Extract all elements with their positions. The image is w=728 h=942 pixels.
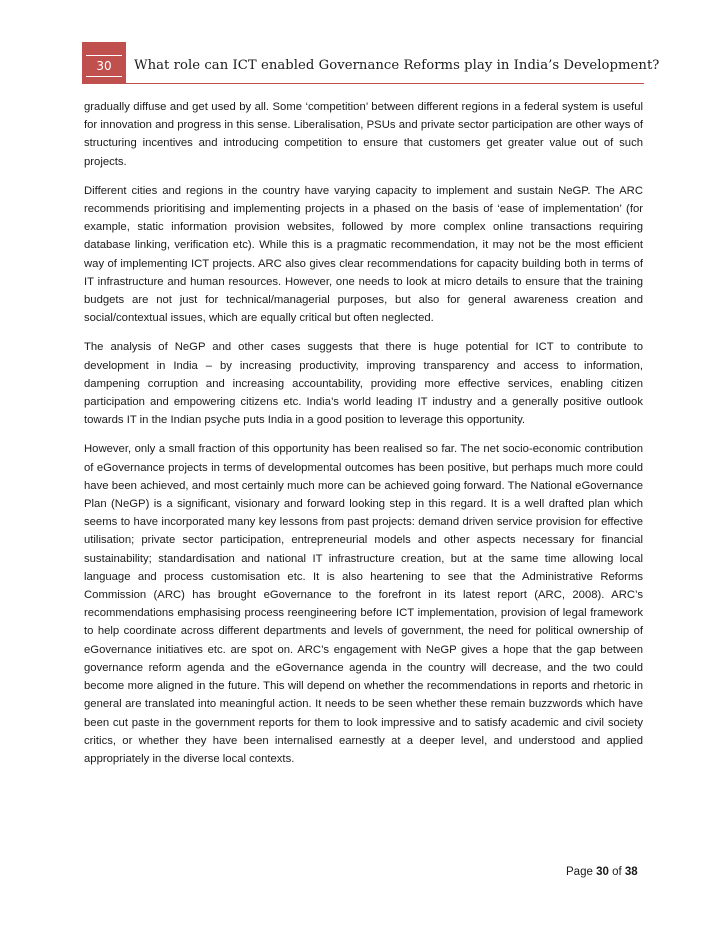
- paragraph-3: The analysis of NeGP and other cases suggests that there is huge potential for ICT to contribute to development in India – by increasing productivity, improving transparency and access to information, dampening corruption and increasing accountability, providing more effective services, enabling citizen participation and empowering citizens etc. India’s world leading IT industry and a generally positive outlook towards IT in the Indian psyche puts India in a good position to leverage this opportunity.: [84, 341, 643, 427]
- footer-total-pages: 38: [624, 866, 638, 878]
- header-title: What role can ICT enabled Governance Reforms play in India’s Development?: [134, 58, 660, 73]
- header-divider: [82, 83, 644, 84]
- footer-of-label: of: [612, 866, 622, 878]
- page-number-tab: [82, 42, 126, 84]
- header-page-number: 30: [86, 55, 122, 77]
- document-body: [84, 98, 643, 779]
- paragraph-4: However, only a small fraction of this opportunity has been realised so far. The net socio-economic contribution of eGovernance projects in terms of developmental outcomes has been positive, but perhaps much more could have been achieved, and most certainly much more can be achieved going forward. The National eGovernance Plan (NeGP) is a significant, visionary and forward looking step in this regard. It is a well drafted plan which seems to have incorporated many key lessons from past projects: demand driven service provision for effective utilisation; private sector participation, entrepreneurial models and other aspects necessary for financial sustainability; standardisation and national IT infrastructure creation, but at the same time allowing local language and process customisation etc. It is also heartening to see that the Administrative Reforms Commission (ARC) has brought eGovernance to the forefront in its latest report (ARC, 2008). ARC’s recommendations emphasising process reengineering before ICT implementation, provision of legal framework to help coordinate across different departments and levels of government, the need for political ownership of eGovernance initiatives etc. are spot on. ARC’s engagement with NeGP gives a hope that the gap between governance reform agenda and the eGovernance agenda in the country will decrease, and the two could become more aligned in the future. This will depend on whether the recommendations in reports and rhetoric in general are translated into meaningful action. It needs to be seen whether these remain buzzwords which have been cut paste in the government reports for them to look impressive and to satisfy academic and civil society critics, or whether they have been internalised earnestly at a deeper level, and understood and applied appropriately in the diverse local contexts.: [84, 443, 643, 765]
- page-footer: [566, 866, 638, 878]
- paragraph-1: gradually diffuse and get used by all. Some ‘competition’ between different regions in a federal system is useful for innovation and progress in this sense. Liberalisation, PSUs and private sector participation are other ways of structuring incentives and introducing competition to ensure that customers get greater value out of such projects.: [84, 101, 643, 168]
- page-header: [82, 42, 660, 84]
- paragraph-2: Different cities and regions in the country have varying capacity to implement and sustain NeGP. The ARC recommends prioritising and implementing projects in a phased on the basis of ‘ease of implementation’ (for example, static information provision websites, followed by more complex online transactions requiring database linking, verification etc). While this is a pragmatic recommendation, it may not be the most efficient way of implementing ICT projects. ARC also gives clear recommendations for capacity building both in terms of IT infrastructure and human resources. However, one needs to look at micro details to ensure that the training budgets are not just for technical/managerial purposes, but also for general awareness creation and social/contextual issues, which are equally critical but often neglected.: [84, 184, 643, 325]
- footer-page-label: Page: [566, 866, 593, 878]
- footer-current-page: 30: [596, 866, 609, 878]
